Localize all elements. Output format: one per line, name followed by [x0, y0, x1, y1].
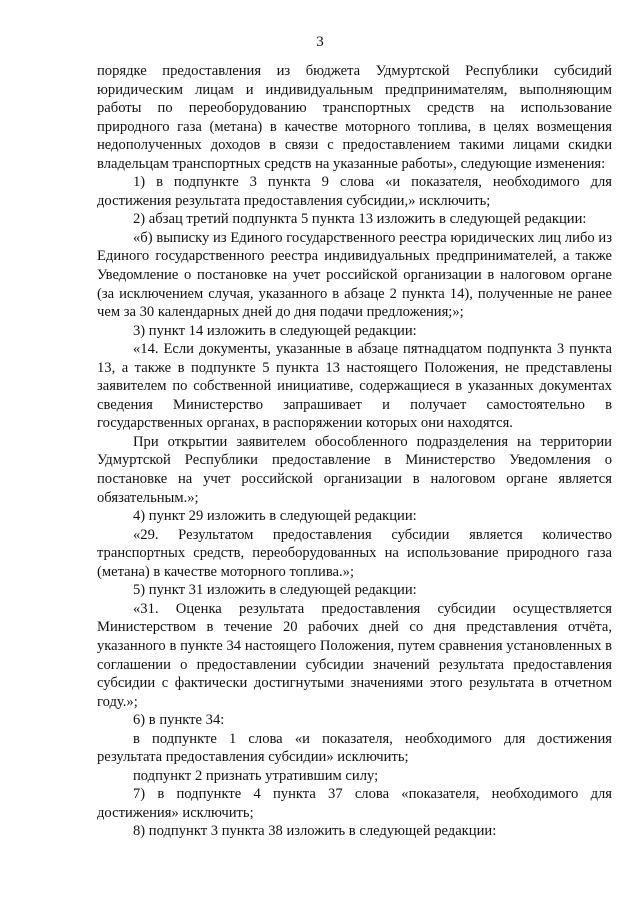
page-number: 3 [316, 34, 324, 50]
paragraph-item-3-text: «14. Если документы, указанные в абзаце пятнадцатом подпункта 3 пункта 13, а также в подпункте 5 пункта 13 настоящего Положения, не представлены заявителем по собственной инициативе, содержащиеся в указанных документах сведения Министерство запрашивает и получает самостоятельно в государственных органах, в распоряжении которых они находятся. [97, 341, 612, 432]
paragraph-item-1: 1) в подпункте 3 пункта 9 слова «и показателя, необходимого для достижения результата предоставления субсидии,» исключить; [97, 174, 612, 209]
paragraph-item-7: 7) в подпункте 4 пункта 37 слова «показателя, необходимого для достижения» исключить; [97, 786, 612, 821]
document-body [97, 62, 612, 841]
paragraph-item-6-sub-2: подпункт 2 признать утратившим силу; [133, 767, 379, 784]
paragraph-item-3: 3) пункт 14 изложить в следующей редакции: [133, 322, 417, 339]
paragraph-item-4: 4) пункт 29 изложить в следующей редакции: [133, 508, 417, 525]
paragraph-item-8: 8) подпункт 3 пункта 38 изложить в следующей редакции: [133, 823, 497, 840]
paragraph-intro-continuation: порядке предоставления из бюджета Удмуртской Республики субсидий юридическим лицам и индивидуальным предпринимателям, выполняющим работы по переоборудованию транспортных средств на использование природного газа (метана) в качестве моторного топлива, в целях возмещения недополученных доходов в связи с предоставлением такими лицами скидки владельцам транспортных средств на указанные работы», следующие изменения: [97, 63, 612, 172]
paragraph-item-3-text-2: При открытии заявителем обособленного подразделения на территории Удмуртской Республики предоставление в Министерство Уведомления о постановке на учет российской организации в налоговом органе является обязательным.»; [97, 433, 612, 506]
paragraph-item-5: 5) пункт 31 изложить в следующей редакции: [133, 582, 417, 599]
paragraph-item-5-text: «31. Оценка результата предоставления субсидии осуществляется Министерством в течение 20 рабочих дней со дня представления отчёта, указанного в пункте 34 настоящего Положения, путем сравнения установленных в соглашении о предоставлении субсидии значений результата предоставления субсидии с фактически достигнутыми значениями этого результата в отчетном году.»; [97, 600, 612, 710]
paragraph-item-2: 2) абзац третий подпункта 5 пункта 13 изложить в следующей редакции: [133, 211, 587, 228]
paragraph-item-2-text: «б) выписку из Единого государственного реестра юридических лиц либо из Единого государственного реестра индивидуальных предпринимателей, а также Уведомление о постановке на учет российской организации в налоговом органе (за исключением случая, указанного в абзаце 2 пункта 14), полученные не ранее чем за 30 календарных дней до дня подачи предложения;»; [97, 229, 612, 321]
paragraph-item-4-text: «29. Результатом предоставления субсидии является количество транспортных средств, переоборудованных на использование природного газа (метана) в качестве моторного топлива.»; [97, 526, 612, 580]
paragraph-item-6-sub-1: в подпункте 1 слова «и показателя, необходимого для достижения результата предоставления субсидии» исключить; [97, 730, 612, 766]
paragraph-item-6: 6) в пункте 34: [133, 712, 225, 729]
